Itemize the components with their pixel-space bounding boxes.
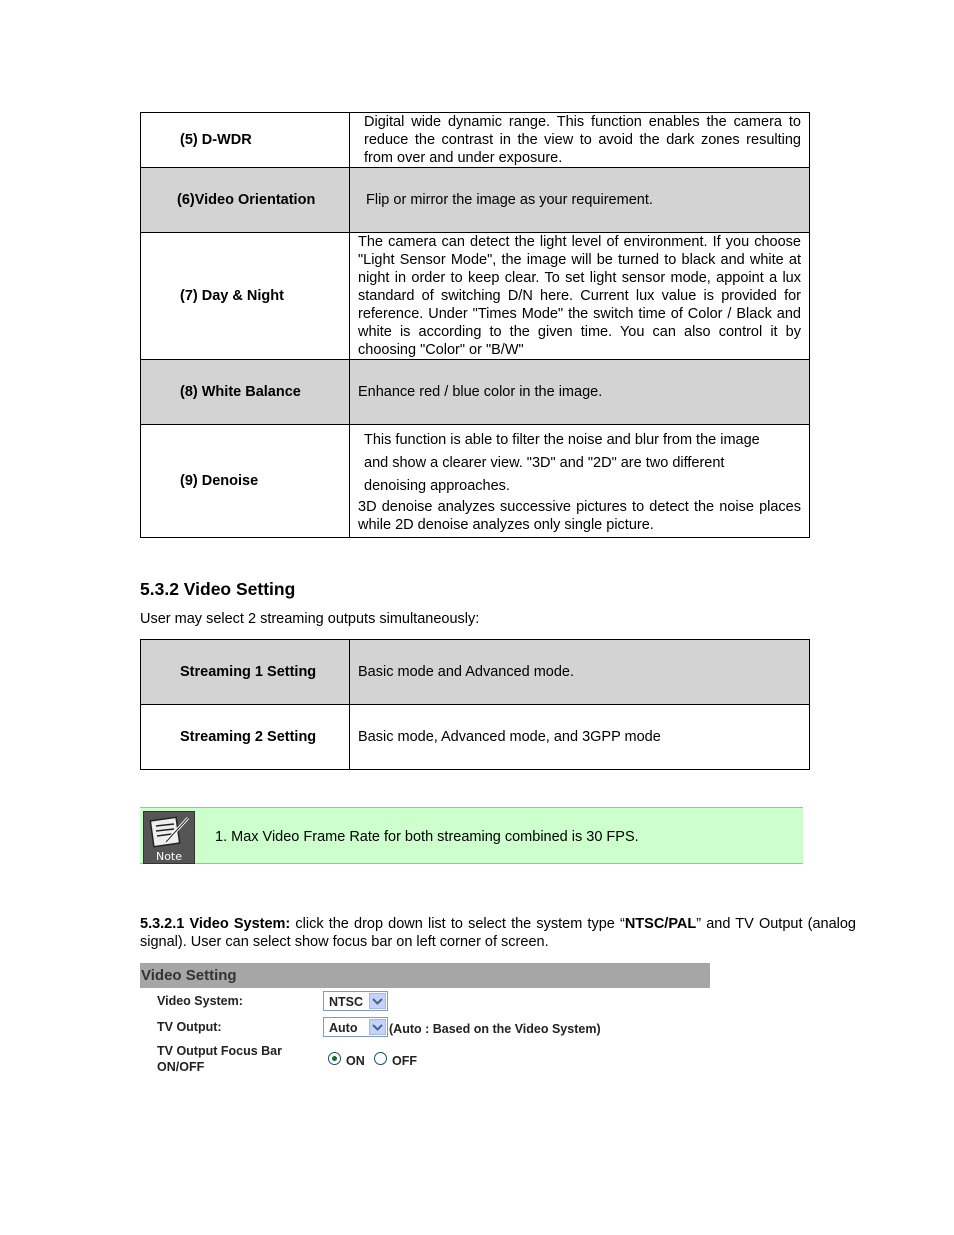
streaming-label: Streaming 2 Setting	[141, 705, 350, 770]
focus-bar-off-label: OFF	[392, 1054, 417, 1068]
feature-description: Flip or mirror the image as your requirement.	[350, 168, 810, 233]
table-row	[141, 233, 810, 360]
feature-description: Enhance red / blue color in the image.	[350, 360, 810, 425]
paragraph-text: ” and TV Output (analog signal). User can select show focus bar on left corner of screen.	[140, 916, 856, 950]
tv-output-label: TV Output:	[157, 1020, 222, 1034]
section-heading: 5.3.2 Video Setting	[140, 579, 296, 599]
panel-title-bar: Video Setting	[140, 963, 710, 988]
note-pad-pen-icon	[143, 811, 195, 864]
table-row	[141, 640, 810, 705]
streaming-label: Streaming 1 Setting	[141, 640, 350, 705]
note-box	[140, 807, 803, 864]
video-setting-panel	[140, 963, 710, 1074]
focus-bar-label: TV Output Focus Bar	[157, 1044, 282, 1058]
denoise-line: denoising approaches.	[364, 477, 510, 494]
table-row	[141, 705, 810, 770]
video-system-paragraph	[140, 915, 856, 951]
table-row	[141, 113, 810, 168]
streaming-table	[140, 639, 810, 770]
paragraph-bold-term: NTSC/PAL	[624, 916, 697, 932]
video-system-label: Video System:	[157, 994, 243, 1008]
note-text: 1. Max Video Frame Rate for both streaming combined is 30 FPS.	[215, 829, 639, 845]
focus-bar-on-label: ON	[346, 1054, 365, 1068]
table-row	[141, 360, 810, 425]
feature-description: The camera can detect the light level of environment. If you choose "Light Sensor Mode", the image will be turned to black and white at night in order to keep clear. To set light sensor mode, appoint a lux standard of switching D/N here. Current lux value is provided for reference. Under "Times Mode" the switch time of Color / Black and white is according to the given time. You can also control it by choosing "Color" or "B/W"	[350, 233, 810, 360]
feature-label: (6)Video Orientation	[141, 168, 350, 233]
table-row	[141, 168, 810, 233]
chevron-down-icon	[369, 993, 386, 1009]
paragraph-text: click the drop down list to select the system type “	[290, 916, 625, 932]
feature-label: (8) White Balance	[141, 360, 350, 425]
tv-output-select[interactable]	[323, 1017, 388, 1037]
subsection-heading: 5.3.2.1 Video System:	[140, 916, 291, 932]
feature-description: Digital wide dynamic range. This function enables the camera to reduce the contrast in the view to avoid the dark zones resulting from over and under exposure.	[350, 113, 810, 168]
note-icon-label: Note	[155, 850, 183, 863]
focus-bar-off-radio[interactable]	[374, 1052, 387, 1065]
table-row	[141, 425, 810, 538]
feature-description	[350, 425, 810, 538]
streaming-description: Basic mode and Advanced mode.	[350, 640, 810, 705]
focus-bar-label-2: ON/OFF	[157, 1060, 205, 1074]
tv-output-hint: (Auto : Based on the Video System)	[389, 1022, 601, 1036]
section-intro: User may select 2 streaming outputs simultaneously:	[140, 611, 480, 627]
denoise-tail: 3D denoise analyzes successive pictures to detect the noise places while 2D denoise analyzes only single picture.	[358, 498, 801, 533]
denoise-line: and show a clearer view. "3D" and "2D" are two different	[364, 454, 725, 471]
chevron-down-icon	[369, 1019, 386, 1035]
denoise-line: This function is able to filter the noise and blur from the image	[364, 431, 760, 448]
feature-label: (9) Denoise	[141, 425, 350, 538]
feature-label: (7) Day & Night	[141, 233, 350, 360]
features-table	[140, 112, 810, 538]
streaming-description: Basic mode, Advanced mode, and 3GPP mode	[350, 705, 810, 770]
video-system-select[interactable]	[323, 991, 388, 1011]
feature-label: (5) D-WDR	[141, 113, 350, 168]
video-system-value: NTSC	[329, 995, 364, 1009]
tv-output-value: Auto	[329, 1021, 358, 1035]
focus-bar-on-radio[interactable]	[328, 1052, 341, 1065]
